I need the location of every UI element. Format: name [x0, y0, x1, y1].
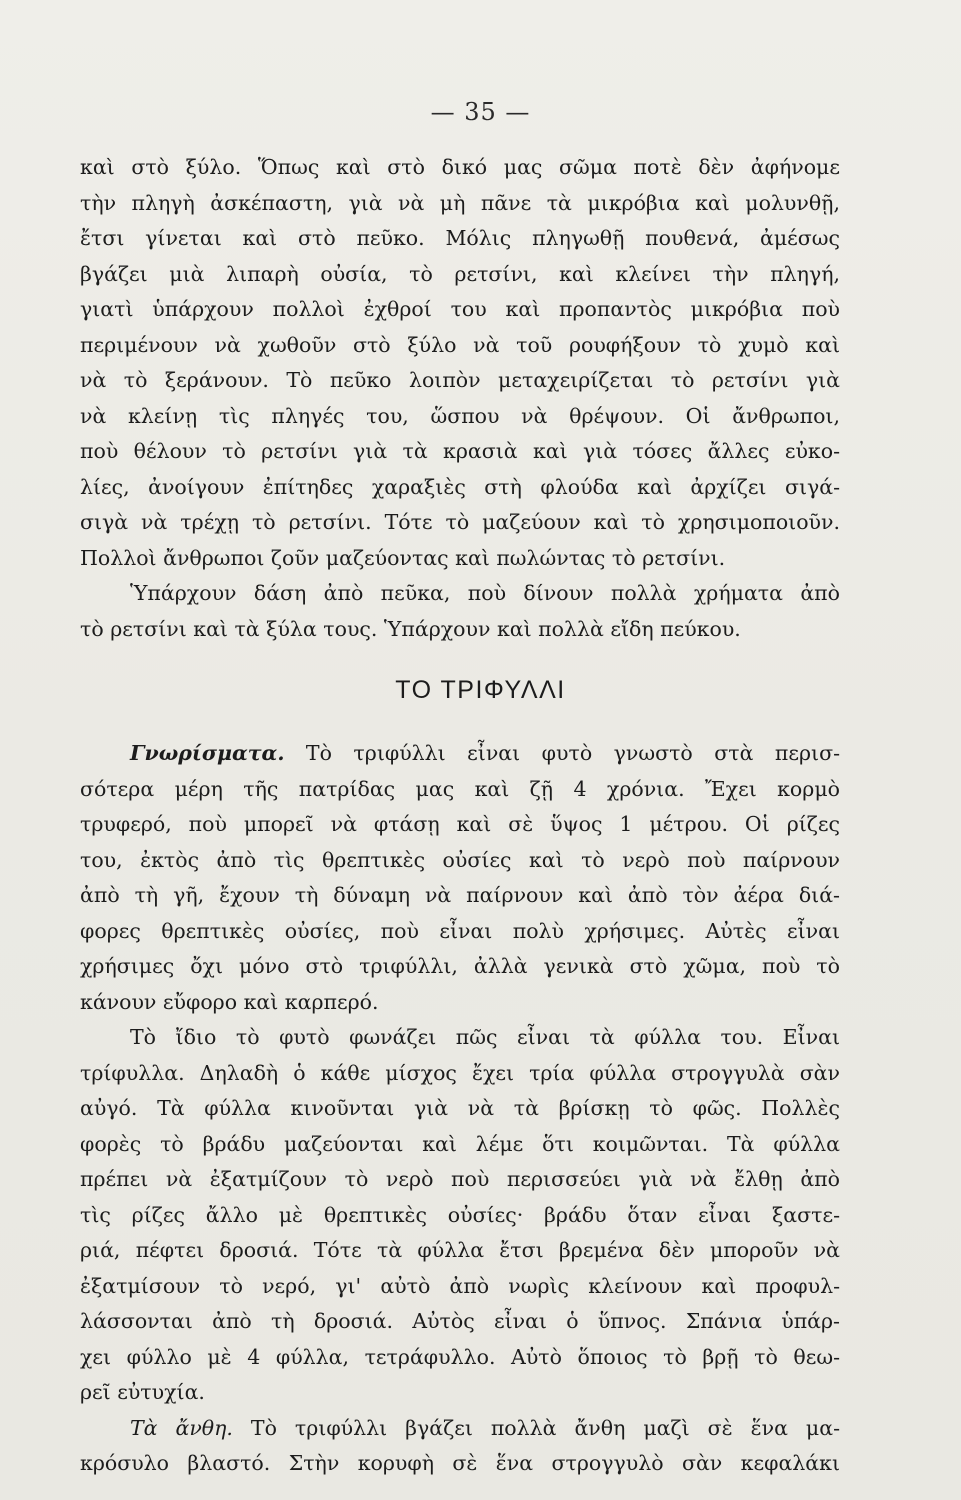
text-run: Τὸ τριφύλλι βγάζει πολλὰ ἄνθη μαζὶ σὲ ἕνα μα-: [232, 1415, 840, 1440]
subheading-features: Γνωρίσματα.: [130, 741, 285, 765]
text-line: τὶς ρίζες ἄλλο μὲ θρεπτικὲς οὐσίες· βράδυ ὅταν εἶναι ξαστε-: [80, 1202, 840, 1227]
text-line: νὰ κλείνῃ τὶς πληγές του, ὥσπου νὰ θρέψουν. Οἱ ἄνθρωποι,: [80, 403, 840, 428]
text-line: κρόσυλο βλαστό. Στὴν κορυφὴ σὲ ἕνα στρογγυλὸ σὰν κεφαλάκι: [80, 1451, 840, 1475]
text-line: χρήσιμες ὄχι μόνο στὸ τριφύλλι, ἀλλὰ γενικὰ στὸ χῶμα, ποὺ τὸ: [80, 954, 840, 978]
text-line: ἐξατμίσουν τὸ νερό, γι' αὐτὸ ἀπὸ νωρὶς κλείνουν καὶ προφυλ-: [80, 1273, 840, 1298]
text-line: γιατὶ ὑπάρχουν πολλοὶ ἐχθροί του καὶ προπαντὸς μικρόβια ποὺ: [80, 297, 840, 321]
text-line: Τὸ ἴδιο τὸ φυτὸ φωνάζει πῶς εἶναι τὰ φύλλα του. Εἶναι: [130, 1025, 840, 1049]
text-line: τρυφερό, ποὺ μπορεῖ νὰ φτάσῃ καὶ σὲ ὕψος 1 μέτρου. Οἱ ρίζες: [80, 812, 840, 836]
text-line: τὴν πληγὴ ἀσκέπαστη, γιὰ νὰ μὴ πᾶνε τὰ μικρόβια καὶ μολυνθῇ,: [80, 190, 840, 215]
text-line: περιμένουν νὰ χωθοῦν στὸ ξύλο νὰ τοῦ ρουφήξουν τὸ χυμὸ καὶ: [80, 332, 840, 357]
text-run: Τὸ τριφύλλι εἶναι φυτὸ γνωστὸ στὰ περισ-: [284, 741, 840, 765]
page-number: — 35 —: [430, 98, 531, 126]
text-line: ριά, πέφτει δροσιά. Τότε τὰ φύλλα ἔτσι βρεμένα δὲν μποροῦν νὰ: [80, 1238, 840, 1262]
text-line: ποὺ θέλουν τὸ ρετσίνι γιὰ τὰ κρασιὰ καὶ γιὰ τόσες ἄλλες εὐκο-: [80, 439, 840, 463]
text-line: ἔτσι γίνεται καὶ στὸ πεῦκο. Μόλις πληγωθῇ πουθενά, ἀμέσως: [80, 226, 840, 250]
paragraph-clover: [80, 736, 840, 1482]
text-line: Ὑπάρχουν δάση ἀπὸ πεῦκα, ποὺ δίνουν πολλὰ χρήματα ἀπὸ: [130, 581, 840, 605]
text-line: τὸ ρετσίνι καὶ τὰ ξύλα τους. Ὑπάρχουν καὶ πολλὰ εἴδη πεύκου.: [80, 616, 741, 641]
text-line: Πολλοὶ ἄνθρωποι ζοῦν μαζεύοντας καὶ πωλώντας τὸ ρετσίνι.: [80, 545, 726, 570]
text-line: σιγὰ νὰ τρέχῃ τὸ ρετσίνι. Τότε τὸ μαζεύουν καὶ τὸ χρησιμοποιοῦν.: [80, 510, 840, 534]
subheading-flowers: Τὰ ἄνθη.: [130, 1415, 233, 1440]
text-line: χει φύλλο μὲ 4 φύλλα, τετράφυλλο. Αὐτὸ ὅποιος τὸ βρῇ τὸ θεω-: [80, 1344, 840, 1369]
text-line: [80, 736, 840, 772]
text-line: του, ἐκτὸς ἀπὸ τὶς θρεπτικὲς οὐσίες καὶ τὸ νερὸ ποὺ παίρνουν: [80, 847, 840, 872]
text-line: βγάζει μιὰ λιπαρὴ οὐσία, τὸ ρετσίνι, καὶ κλείνει τὴν πληγή,: [80, 261, 840, 286]
text-line: φορὲς τὸ βράδυ μαζεύονται καὶ λέμε ὅτι κοιμῶνται. Τὰ φύλλα: [80, 1131, 840, 1156]
section-heading: ΤΟ ΤΡΙΦΥΛΛΙ: [395, 676, 566, 704]
text-line: φορες θρεπτικὲς οὐσίες, ποὺ εἶναι πολὺ χρήσιμες. Αὐτὲς εἶναι: [80, 918, 840, 943]
text-line: [80, 1411, 840, 1447]
text-line: πρέπει νὰ ἐξατμίζουν τὸ νερὸ ποὺ περισσεύει γιὰ νὰ ἔλθῃ ἀπὸ: [80, 1167, 840, 1191]
text-line: λίες, ἀνοίγουν ἐπίτηδες χαραξιὲς στὴ φλούδα καὶ ἀρχίζει σιγά-: [80, 474, 840, 499]
text-line: νὰ τὸ ξεράνουν. Τὸ πεῦκο λοιπὸν μεταχειρίζεται τὸ ρετσίνι γιὰ: [80, 368, 840, 392]
text-line: ἀπὸ τὴ γῆ, ἔχουν τὴ δύναμη νὰ παίρνουν καὶ ἀπὸ τὸν ἀέρα διά-: [80, 883, 840, 907]
text-line: κάνουν εὔφορο καὶ καρπερό.: [80, 989, 379, 1014]
text-line: αὐγό. Τὰ φύλλα κινοῦνται γιὰ νὰ τὰ βρίσκῃ τὸ φῶς. Πολλὲς: [80, 1096, 840, 1120]
paragraph-resin: [80, 150, 840, 647]
text-line: ρεῖ εὐτυχία.: [80, 1380, 205, 1404]
text-line: τρίφυλλα. Δηλαδὴ ὁ κάθε μίσχος ἔχει τρία φύλλα στρογγυλὰ σὰν: [80, 1060, 840, 1085]
text-line: λάσσονται ἀπὸ τὴ δροσιά. Αὐτὸς εἶναι ὁ ὕπνος. Σπάνια ὑπάρ-: [80, 1309, 840, 1333]
text-line: καὶ στὸ ξύλο. Ὅπως καὶ στὸ δικό μας σῶμα ποτὲ δὲν ἀφήνομε: [80, 155, 840, 179]
text-line: σότερα μέρη τῆς πατρίδας μας καὶ ζῇ 4 χρόνια. Ἔχει κορμὸ: [80, 776, 840, 801]
